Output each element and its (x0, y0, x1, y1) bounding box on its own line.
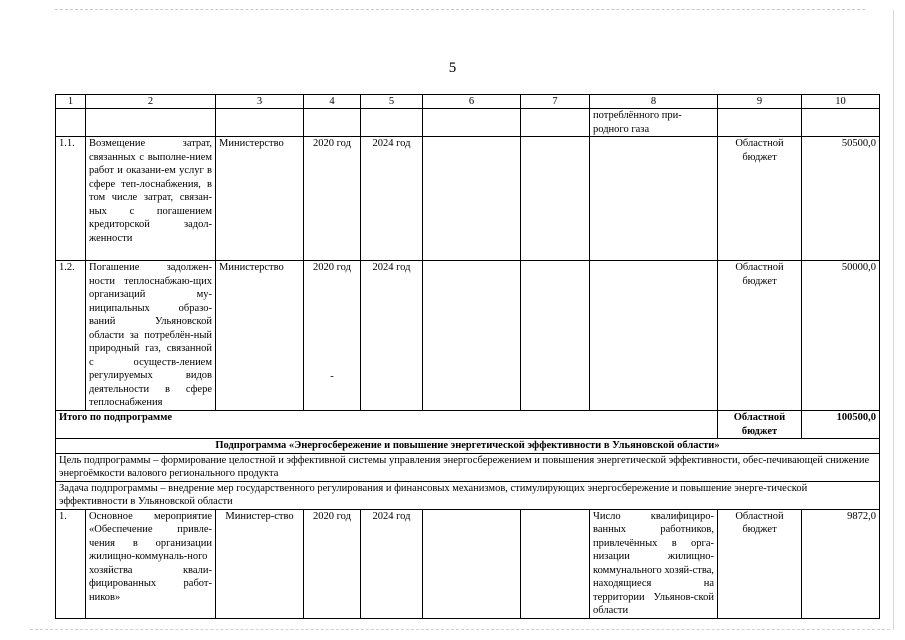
goal-row (56, 453, 880, 481)
event-name: Возмещение затрат, связанных с выполне-нием работ и оказани-ем услуг в сфере теп-лоснабжения, в том числе затрат, связан-ных с погашением кредиторской задол-женности (86, 137, 216, 261)
dash-mark: - (330, 370, 334, 382)
task-row (56, 481, 880, 509)
column-header: 2 (86, 95, 216, 109)
end-year: 2024 год (361, 509, 423, 618)
column-header: 7 (521, 95, 590, 109)
funding-source: Областной бюджет (718, 137, 802, 261)
executor: Министер-ство (216, 509, 304, 618)
end-year: 2024 год (361, 261, 423, 411)
page-top-edge (55, 9, 865, 10)
executor: Министерство (216, 261, 304, 411)
subprogram-goal: Цель подпрограммы – формирование целостной и эффективной системы управления энергосбережением и повышения энергетической эффективности, обес-печивающей снижение энергоёмкости валового регионального продукта (56, 453, 880, 481)
funding-amount: 50500,0 (802, 137, 880, 261)
table-row (56, 261, 880, 411)
funding-amount: 9872,0 (802, 509, 880, 618)
funding-source: Областной бюджет (718, 509, 802, 618)
funding-source: Областной бюджет (718, 261, 802, 411)
target-indicator: Число квалифициро-ванных работников, привлечённых в орга-низации жилищно-коммунального хозяй-ства, находящиеся на территории Ульянов-ской области (590, 509, 718, 618)
continuation-row (56, 109, 880, 137)
total-label: Итого по подпрограмме (56, 411, 718, 439)
row-number: 1.1. (56, 137, 86, 261)
column-header: 1 (56, 95, 86, 109)
column-header: 8 (590, 95, 718, 109)
column-number-row (56, 95, 880, 109)
total-amount: 100500,0 (802, 411, 880, 439)
total-funding-source: Областной бюджет (718, 411, 802, 439)
page-bottom-edge (30, 629, 890, 630)
start-year: 2020 год (313, 262, 351, 273)
column-header: 3 (216, 95, 304, 109)
row-number: 1.2. (56, 261, 86, 411)
column-header: 10 (802, 95, 880, 109)
indicator-continuation: потреблённого при- родного газа (590, 109, 718, 137)
executor: Министерство (216, 137, 304, 261)
program-table (55, 94, 880, 619)
column-header: 5 (361, 95, 423, 109)
column-header: 4 (304, 95, 361, 109)
table-row (56, 509, 880, 618)
end-year: 2024 год (361, 137, 423, 261)
event-name: Основное мероприятие «Обеспечение привле-чения в организации жилищно-коммуналь-ного хозяйства квали-фицированных работ-ников» (86, 509, 216, 618)
total-row (56, 411, 880, 439)
start-year: 2020 год (304, 137, 361, 261)
column-header: 6 (423, 95, 521, 109)
subprogram-title: Подпрограмма «Энергосбережение и повышение энергетической эффективности в Ульяновской области» (56, 439, 880, 454)
start-year: 2020 год (304, 509, 361, 618)
subprogram-title-row (56, 439, 880, 454)
start-year-cell (304, 261, 361, 411)
column-header: 9 (718, 95, 802, 109)
event-name: Погашение задолжен-ности теплоснабжаю-щих организаций му-ниципальных образо-ваний Ульяновской области за потреблён-ный природный газ, связанной с осуществ-лением регулируемых видов деятельности в сфере теплоснабжения (86, 261, 216, 411)
funding-amount: 50000,0 (802, 261, 880, 411)
subprogram-task: Задача подпрограммы – внедрение мер государственного регулирования и финансовых механизмов, стимулирующих энергосбережение и повышение энерге-тической эффективности в Ульяновской области (56, 481, 880, 509)
table-row (56, 137, 880, 261)
page-number: 5 (448, 60, 457, 76)
row-number: 1. (56, 509, 86, 618)
page-right-edge (893, 10, 894, 630)
